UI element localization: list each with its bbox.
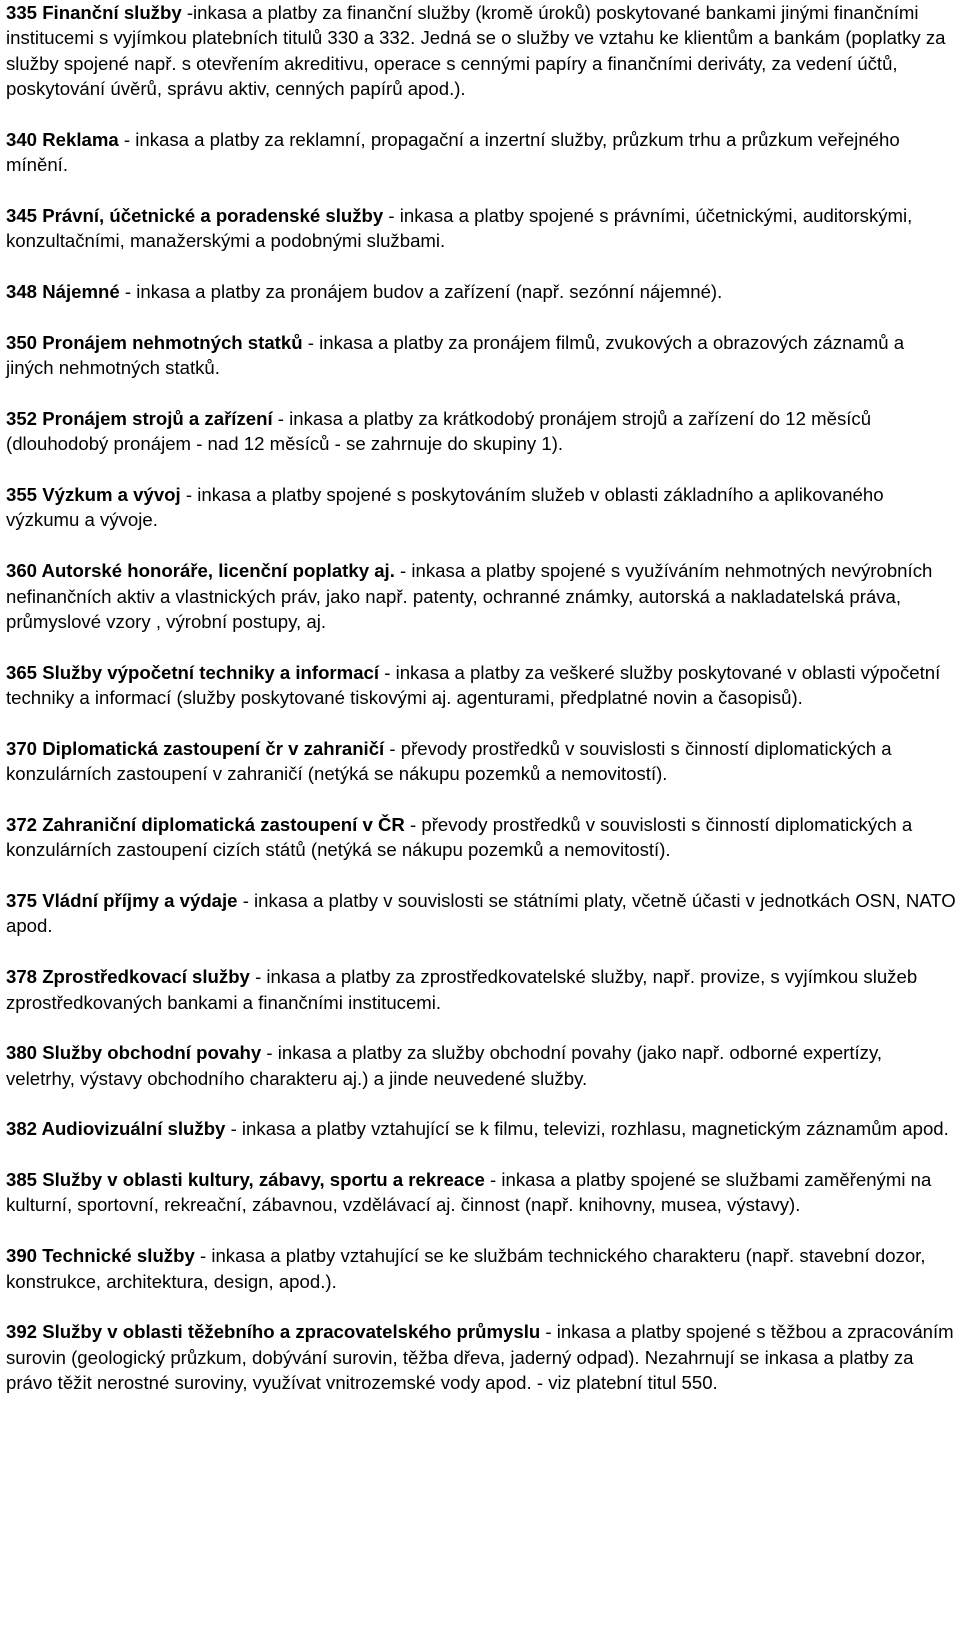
- entry-335: [6, 0, 956, 102]
- entry-text: - převody prostředků v souvislosti s činností diplomatických a konzulárních zastoupení cizích států (netýká se nákupu pozemků a nemovitostí).: [6, 813, 913, 861]
- entry-372: [6, 812, 956, 863]
- entry-text: - inkasa a platby za zprostředkovatelské služby, např. provize, s vyjímkou služeb zprostředkovaných bankami a finančními institucemi.: [6, 966, 918, 1013]
- entry-text: - inkasa a platby za služby obchodní povahy (jako např. odborné expertízy, veletrhy, výstavy obchodního charakteru aj.) a jinde neuvedené služby.: [6, 1042, 883, 1089]
- entry-title: Autorské honoráře, licenční poplatky aj.: [41, 560, 395, 582]
- entry-365: [6, 660, 956, 711]
- entry-title: Reklama: [42, 128, 119, 150]
- entry-code: 390: [6, 1245, 38, 1267]
- entry-text: - inkasa a platby vztahující se k filmu, televizi, rozhlasu, magnetickým záznamům apod.: [225, 1118, 949, 1140]
- entry-heading: [6, 1118, 225, 1139]
- entry-text: - inkasa a platby spojené s těžbou a zpracováním surovin (geologický průzkum, dobývání surovin, těžba dřeva, jaderný odpad). Nezahrnují se inkasa a platby za právo těžit nerostné suroviny, využívat vnitrozemské vody apod. - viz platební titul 550.: [6, 1321, 954, 1394]
- entry-heading: [6, 814, 405, 835]
- entry-text: - převody prostředků v souvislosti s činností diplomatických a konzulárních zastoupení v zahraničí (netýká se nákupu pozemků a nemovitostí).: [6, 737, 892, 785]
- entry-code: 370: [6, 737, 38, 759]
- entry-code: 355: [6, 484, 38, 506]
- entry-392: [6, 1319, 956, 1395]
- entry-heading: [6, 129, 119, 150]
- entry-text: - inkasa a platby za reklamní, propagační a inzertní služby, průzkum trhu a průzkum veřejného mínění.: [6, 128, 900, 176]
- entry-title: Technické služby: [42, 1245, 195, 1267]
- entry-text: - inkasa a platby za veškeré služby poskytované v oblasti výpočetní techniky a informací (služby poskytované tiskovými aj. agenturami, předplatné novin a časopisů).: [6, 661, 941, 709]
- entry-code: 348: [6, 281, 38, 303]
- entry-heading: [6, 1245, 195, 1266]
- document-page: [6, 0, 956, 1421]
- entry-text: - inkasa a platby vztahující se ke službám technického charakteru (např. stavební dozor, konstrukce, architektura, design, apod.).: [6, 1245, 926, 1292]
- entry-heading: [6, 205, 383, 226]
- entry-title: Pronájem nehmotných statků: [42, 331, 303, 353]
- entry-heading: [6, 662, 379, 683]
- entry-code: 392: [6, 1321, 38, 1343]
- entry-code: 382: [6, 1118, 38, 1140]
- entry-title: Nájemné: [42, 281, 120, 303]
- entry-text: - inkasa a platby za krátkodobý pronájem strojů a zařízení do 12 měsíců (dlouhodobý pronájem - nad 12 měsíců - se zahrnuje do skupiny 1).: [6, 407, 872, 455]
- entry-text: -inkasa a platby za finanční služby (kromě úroků) poskytované bankami jinými finančními institucemi s vyjímkou platebních titulů 330 a 332. Jedná se o služby ve vztahu ke klientům a bankám (poplatky za služby spojené např. s otevřením akreditivu, operace s cennými papíry a finančními deriváty, za vedení účtů, poskytování úvěrů, správu aktiv, cenných papírů apod.).: [6, 2, 946, 100]
- entry-heading: [6, 560, 395, 581]
- entry-code: 375: [6, 890, 38, 912]
- entry-370: [6, 736, 956, 787]
- entry-title: Zprostředkovací služby: [42, 966, 250, 988]
- entry-text: - inkasa a platby v souvislosti se státními platy, včetně účasti v jednotkách OSN, NATO apod.: [6, 890, 956, 937]
- entry-380: [6, 1040, 956, 1091]
- entry-title: Služby obchodní povahy: [42, 1042, 262, 1064]
- entry-code: 352: [6, 407, 38, 429]
- entry-text: - inkasa a platby spojené s využíváním nehmotných nevýrobních nefinančních aktiv a vlastnických práv, jako např. patenty, ochranné známky, autorská a nakladatelská práva, průmyslové vzory , výrobní postupy, aj.: [6, 560, 933, 632]
- entry-code: 360: [6, 560, 38, 582]
- entry-heading: [6, 408, 273, 429]
- entry-code: 345: [6, 205, 38, 227]
- entry-340: [6, 127, 956, 178]
- entry-title: Diplomatická zastoupení čr v zahraničí: [42, 737, 385, 759]
- entry-code: 365: [6, 661, 38, 683]
- entry-375: [6, 888, 956, 939]
- entry-title: Pronájem strojů a zařízení: [42, 407, 273, 429]
- entry-code: 335: [6, 2, 38, 23]
- entry-350: [6, 330, 956, 381]
- entry-code: 350: [6, 331, 38, 353]
- entry-text: - inkasa a platby spojené s právními, účetnickými, auditorskými, konzultačními, manažerskými a podobnými službami.: [6, 205, 913, 252]
- entry-title: Zahraniční diplomatická zastoupení v ČR: [42, 813, 405, 835]
- entry-title: Právní, účetnické a poradenské služby: [42, 205, 384, 227]
- entry-title: Služby výpočetní techniky a informací: [42, 661, 380, 683]
- entry-heading: [6, 966, 250, 987]
- entry-378: [6, 964, 956, 1015]
- entry-text: - inkasa a platby spojené se službami zaměřenými na kulturní, sportovní, rekreační, zábavnou, vzdělávací aj. činnost (např. knihovny, musea, výstavy).: [6, 1169, 932, 1216]
- entry-390: [6, 1243, 956, 1294]
- entry-heading: [6, 738, 384, 759]
- entry-text: - inkasa a platby za pronájem filmů, zvukových a obrazových záznamů a jiných nehmotných statků.: [6, 331, 905, 379]
- entry-heading: [6, 281, 120, 302]
- entry-heading: [6, 1169, 485, 1190]
- entry-heading: [6, 332, 303, 353]
- entry-355: [6, 482, 956, 533]
- entry-heading: [6, 2, 182, 23]
- entry-title: Služby v oblasti kultury, zábavy, sportu a rekreace: [42, 1169, 485, 1191]
- entry-code: 380: [6, 1042, 38, 1064]
- entry-title: Výzkum a vývoj: [42, 484, 181, 506]
- entry-text: - inkasa a platby za pronájem budov a zařízení (např. sezónní nájemné).: [119, 281, 723, 303]
- entry-heading: [6, 1321, 540, 1342]
- entry-heading: [6, 890, 238, 911]
- entry-text: - inkasa a platby spojené s poskytováním služeb v oblasti základního a aplikovaného výzkumu a vývoje.: [6, 484, 884, 531]
- entry-345: [6, 203, 956, 254]
- entry-title: Vládní příjmy a výdaje: [42, 890, 238, 912]
- entry-348: [6, 279, 956, 304]
- entry-code: 372: [6, 813, 38, 835]
- entry-title: Finanční služby: [42, 2, 182, 23]
- entry-360: [6, 558, 956, 634]
- entry-title: Služby v oblasti těžebního a zpracovatelského průmyslu: [42, 1321, 541, 1343]
- entry-352: [6, 406, 956, 457]
- entry-code: 385: [6, 1169, 38, 1191]
- entry-382: [6, 1116, 956, 1141]
- entry-code: 378: [6, 966, 38, 988]
- entry-385: [6, 1167, 956, 1218]
- entry-code: 340: [6, 128, 38, 150]
- entry-heading: [6, 1042, 261, 1063]
- entry-heading: [6, 484, 181, 505]
- entry-title: Audiovizuální služby: [41, 1118, 226, 1140]
